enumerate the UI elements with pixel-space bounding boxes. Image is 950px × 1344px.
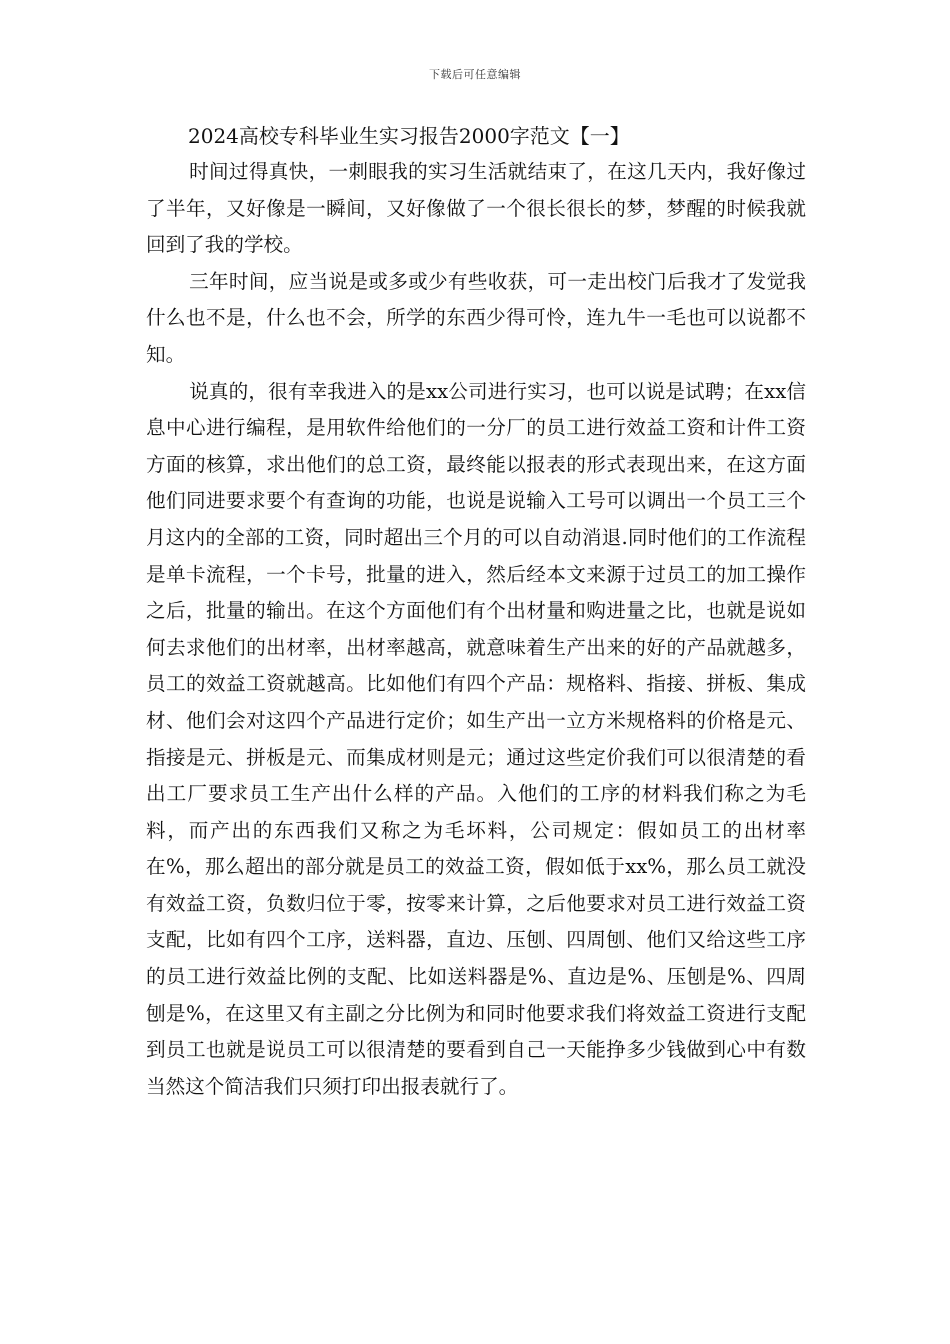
document-body [146, 118, 806, 1105]
paragraph-2: 三年时间，应当说是或多或少有些收获，可一走出校门后我才了发觉我什么也不是，什么也不会，所学的东西少得可怜，连九牛一毛也可以说都不知。 [146, 269, 806, 366]
document-title: 2024高校专科毕业生实习报告2000字范文【一】 [188, 124, 630, 148]
paragraph-3: 说真的，很有幸我进入的是xx公司进行实习，也可以说是试聘；在xx信息中心进行编程，是用软件给他们的一分厂的员工进行效益工资和计件工资方面的核算，求出他们的总工资，最终能以报表的形式表现出来，在这方面他们同进要求要个有查询的功能，也说是说输入工号可以调出一个员工三个月这内的全部的工资，同时超出三个月的可以自动消退.同时他们的工作流程是单卡流程，一个卡号，批量的进入，然后经本文来源于过员工的加工操作之后，批量的输出。在这个方面他们有个出材量和购进量之比，也就是说如何去求他们的出材率，出材率越高，就意味着生产出来的好的产品就越多，员工的效益工资就越高。比如他们有四个产品：规格料、指接、拼板、集成材、他们会对这四个产品进行定价；如生产出一立方米规格料的价格是元、指接是元、拼板是元、而集成材则是元；通过这些定价我们可以很清楚的看出工厂要求员工生产出什么样的产品。入他们的工序的材料我们称之为毛料，而产出的东西我们又称之为毛坏料，公司规定：假如员工的出材率在%，那么超出的部分就是员工的效益工资，假如低于xx%，那么员工就没有效益工资，负数归位于零，按零来计算，之后他要求对员工进行效益工资支配，比如有四个工序，送料器，直边、压刨、四周刨、他们又给这些工序的员工进行效益比例的支配、比如送料器是%、直边是%、压刨是%、四周刨是%，在这里又有主副之分比例为和同时他要求我们将效益工资进行支配到员工也就是说员工可以很清楚的要看到自己一天能挣多少钱做到心中有数当然这个简洁我们只须打印出报表就行了。 [146, 379, 806, 1098]
page-header-note: 下载后可任意编辑 [429, 68, 521, 81]
paragraph-1: 时间过得真快，一刺眼我的实习生活就结束了，在这几天内，我好像过了半年，又好像是一瞬间，又好像做了一个很长很长的梦，梦醒的时候我就回到了我的学校。 [146, 160, 806, 257]
